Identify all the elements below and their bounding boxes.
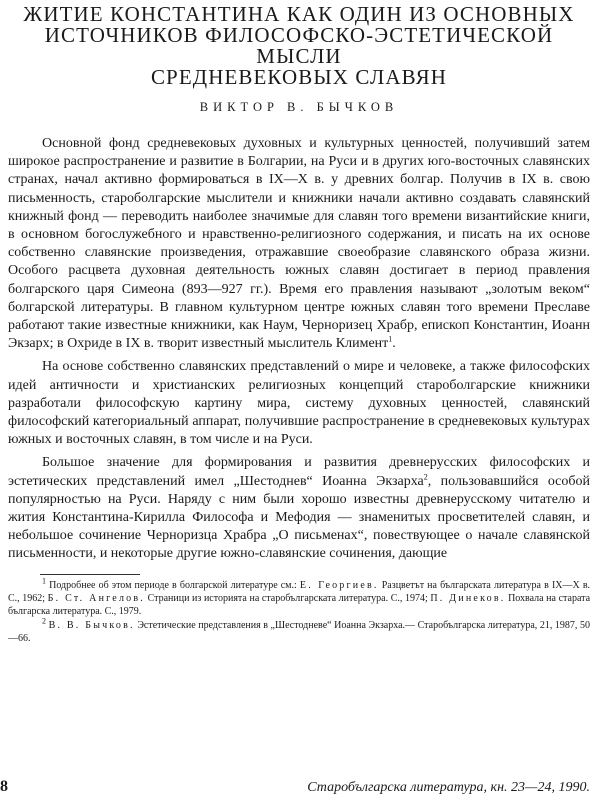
footnote-2-author: В. В. Бычков. — [48, 619, 135, 631]
footnote-1-text-a: Подробнее об этом периоде в болгарской литературе см.: — [49, 579, 297, 591]
page-number: 8 — [0, 778, 8, 795]
footnote-1-author-b: Б. Ст. Ангелов. — [47, 592, 145, 604]
body-paragraph-2: На основе собственно славянских представлений о мире и человеке, а также философских идей античности и христианских религиозных концепций староболгарские книжники разработали философскую картину мира, систему духовных ценностей, славянский философский категориальный аппарат, получившие распространение в средневековых культурах южных и восточных славян, в том числе и на Руси. — [8, 359, 590, 448]
article-title-line-1: ЖИТИЕ КОНСТАНТИНА КАК ОДИН ИЗ ОСНОВНЫХ — [23, 2, 575, 26]
footnote-1-author-c: П. Динеков. — [430, 592, 506, 604]
footnote-1-text-d: Похвала на старата българска литература. С., 1979. — [8, 592, 591, 618]
body-paragraph-1-text: Основной фонд средневековых духовных и культурных ценностей, получивший затем широкое распространение и развитие в Болгарии, на Руси и в других юго-восточных славянских странах, начал активно формироваться в IX—X в. у древних болгар. Получив в IX в. свою письменность, староболгарские мыслители и книжники начали активно создавать славянский книжный фонд — переводить наиболее значимые для славян того времени византийские книги, в основном богослужебного и нравственно-религиозного содержания, и писать на их основе собственно славянские произведения, отражавшие своеобразие славянского образа жизни. Особого расцвета духовная деятельность южных славян достигает в период правления болгарского царя Симеона (893—927 гг.). Время его правления называют „золотым веком“ болгарской литературы. В главном культурном центре южных славян того времени Преславе работают такие известные книжники, как Наум, Черноризец Храбр, епископ Константин, Иоанн Экзарх; в Охриде в IX в. творит известный мыслитель Климент — [8, 136, 590, 352]
body-paragraph-3-text-a: Большое значение для формирования и развития древнерусских философских и эстетических представлений имел „Шестоднев“ Иоанна Экзарха — [8, 455, 590, 489]
article-author: ВИКТОР В. БЫЧКОВ — [199, 100, 399, 114]
footnote-ref-2: 2 — [423, 472, 428, 481]
page-footer — [0, 776, 590, 796]
footnotes — [6, 576, 592, 645]
footnote-1 — [8, 576, 591, 619]
article-title-line-3: СРЕДНЕВЕКОВЫХ СЛАВЯН — [150, 65, 448, 89]
footnote-1-text-c: Страници из историята на старобългарската литература. С., 1974; — [147, 592, 428, 604]
journal-reference: Старобългарска литература, кн. 23—24, 1990. — [307, 780, 590, 795]
article-title-line-2: ИСТОЧНИКОВ ФИЛОСОФСКО-ЭСТЕТИЧЕСКОЙ МЫСЛИ — [44, 23, 554, 68]
article-body — [6, 135, 592, 564]
body-paragraph-1: Основной фонд средневековых духовных и культурных ценностей, получивший затем широкое распространение и развитие в Болгарии, на Руси и в других юго-восточных славянских странах, начал активно формироваться в IX—X в. у древних болгар. Получив в IX в. свою письменность, староболгарские мыслители и книжники начали активно создавать славянский книжный фонд — переводить наиболее значимые для славян того времени византийские книги, в основном богослужебного и нравственно-религиозного содержания, и писать на их основе собственно славянские произведения, отражавшие своеобразие славянского образа жизни. Особого расцвета духовная деятельность южных славян достигает в период правления болгарского царя Симеона (893—927 гг.). Время его правления называют „золотым веком“ болгарской литературы. В главном культурном центре южных славян того времени Преславе работают такие известные книжники, как Наум, Черноризец Храбр, епископ Константин, Иоанн Экзарх; в Охриде в IX в. творит известный мыслитель Климент$^1$. — [8, 136, 590, 352]
footnote-1-text-b: Разцветът на българската литература в IX—X в. С., 1962; — [8, 579, 591, 604]
footnote-ref-1: 1 — [388, 334, 393, 344]
body-paragraph-3-comma: , — [427, 473, 432, 489]
body-paragraph-3-text-b: пользовавшийся особой популярностью на Руси. Наряду с ним были хорошо известны древнерусскому читателю и жития Константина-Кирилла Философа и Мефодия — знаменитых просветителей славян, и небольшое сочинение Черноризца Храбра „О письменах“, повествующее о начале славянской письменности, и некоторые другие южно-славянские сочинения, дающие — [8, 473, 591, 562]
footnote-2-mark: 2 — [42, 616, 46, 626]
footnote-2 — [8, 616, 591, 646]
footnote-separator — [40, 574, 140, 575]
footnote-1-author-a: Е. Георгиев. — [299, 579, 379, 591]
footnote-1-mark: 1 — [42, 576, 46, 586]
article-title — [6, 4, 592, 88]
body-paragraph-3 — [8, 454, 590, 563]
footnote-2-text: Эстетические представления в „Шестодневе“ Иоанна Экзарха.— Старобългарска литература, 21, 1987, 50—66. — [8, 619, 591, 644]
